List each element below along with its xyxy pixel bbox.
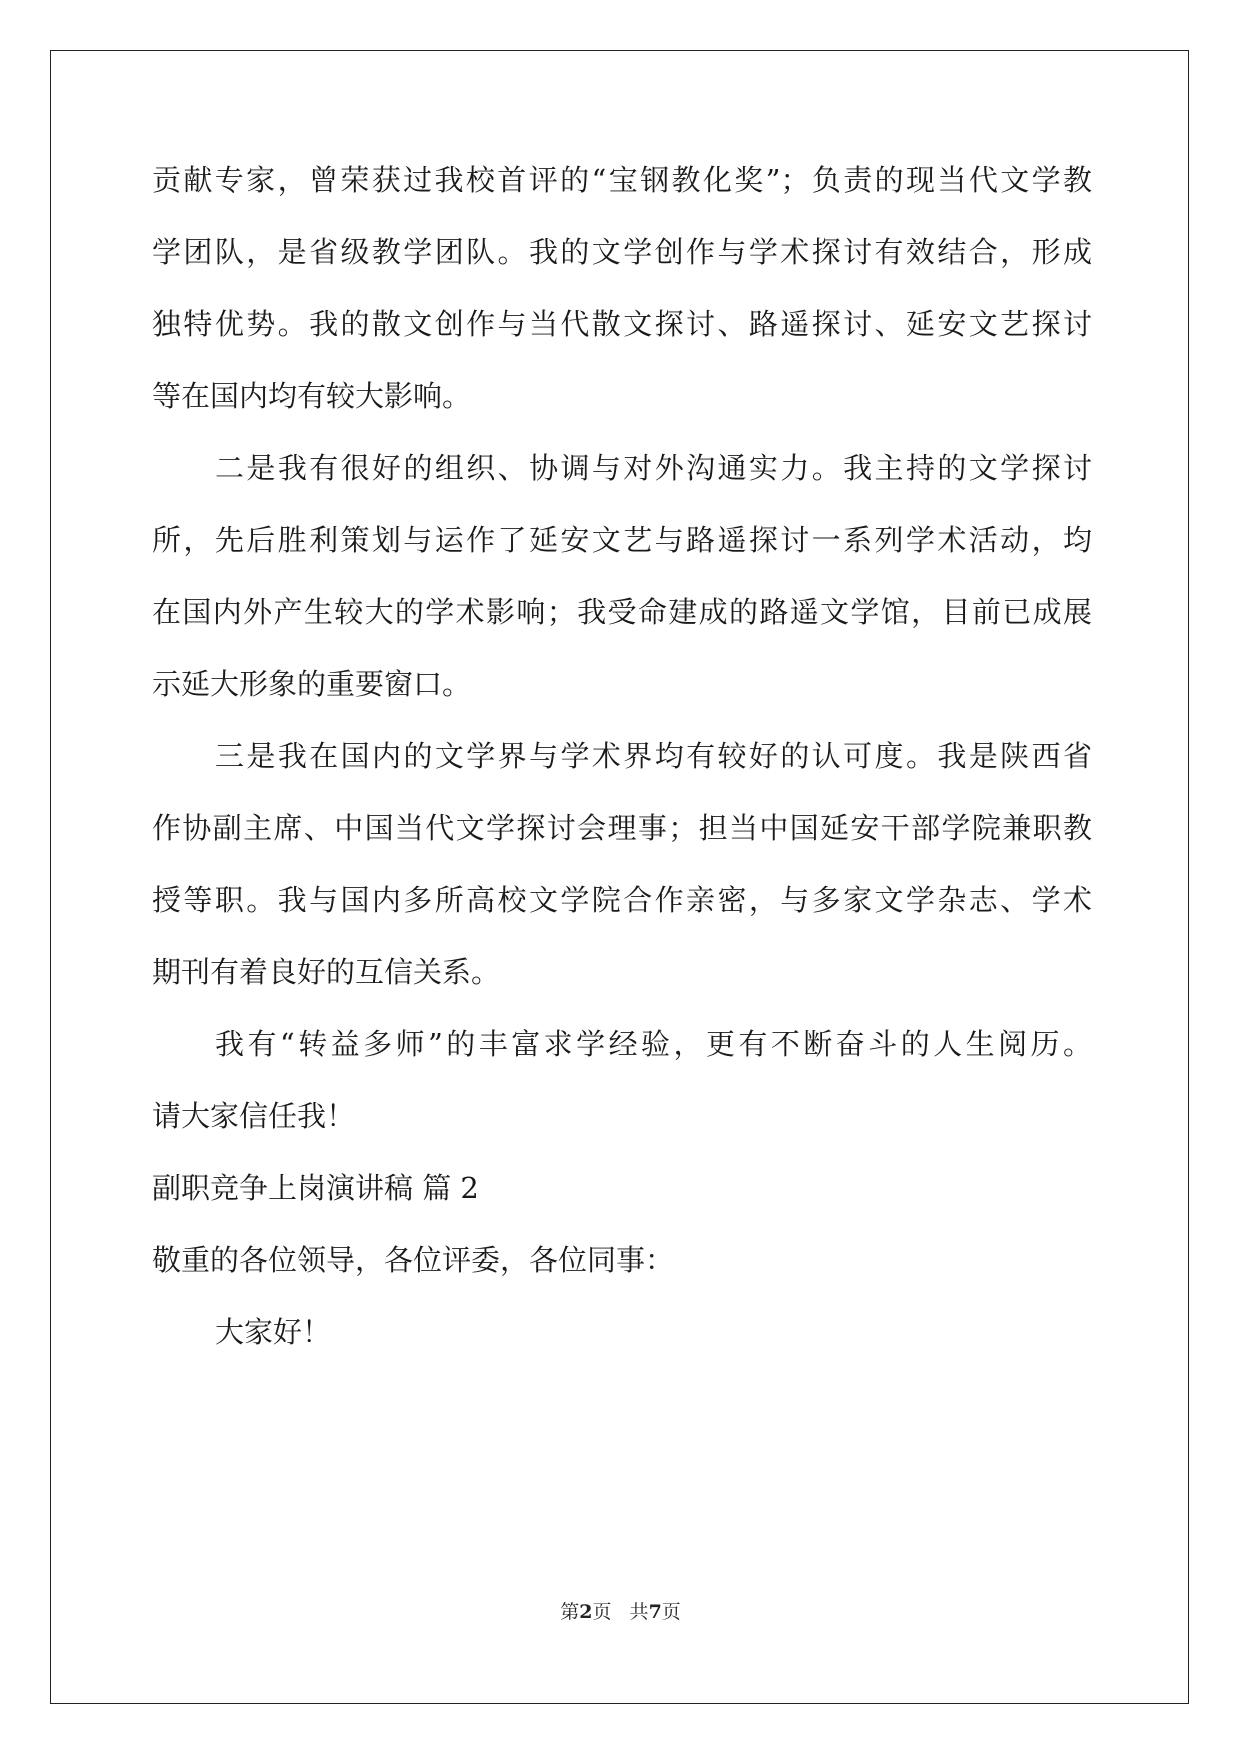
- salutation: 敬重的各位领导，各位评委，各位同事：: [152, 1243, 675, 1277]
- body-line: 贡献专家，曾荣获过我校首评的“宝钢教化奖”；负责的现当代文学教: [152, 163, 1092, 197]
- page-number-footer: [0, 1600, 1241, 1624]
- current-page-number: 2: [579, 1601, 593, 1623]
- paragraph-first-line: 三是我在国内的文学界与学术界均有较好的认可度。我是陕西省: [215, 739, 1092, 773]
- body-line: 等在国内均有较大影响。: [152, 379, 472, 413]
- body-line: 示延大形象的重要窗口。: [152, 667, 472, 701]
- footer-prefix: 第: [560, 1601, 580, 1623]
- page-border: [50, 50, 1189, 1704]
- body-line: 授等职。我与国内多所高校文学院合作亲密，与多家文学杂志、学术: [152, 883, 1092, 917]
- body-line: 所，先后胜利策划与运作了延安文艺与路遥探讨一系列学术活动，均: [152, 523, 1092, 557]
- body-line: 独特优势。我的散文创作与当代散文探讨、路遥探讨、延安文艺探讨: [152, 307, 1092, 341]
- body-line: 作协副主席、中国当代文学探讨会理事；担当中国延安干部学院兼职教: [152, 811, 1092, 845]
- footer-middle: 页 共: [592, 1601, 649, 1623]
- section-heading: 副职竞争上岗演讲稿 篇 2: [152, 1171, 479, 1205]
- total-page-number: 7: [648, 1601, 662, 1623]
- body-line: 期刊有着良好的互信关系。: [152, 955, 501, 989]
- body-line: 请大家信任我！: [152, 1099, 356, 1133]
- greeting: 大家好！: [215, 1315, 332, 1349]
- paragraph-first-line: 二是我有很好的组织、协调与对外沟通实力。我主持的文学探讨: [215, 451, 1092, 485]
- body-line: 学团队，是省级教学团队。我的文学创作与学术探讨有效结合，形成: [152, 235, 1092, 269]
- paragraph-first-line: 我有“转益多师”的丰富求学经验，更有不断奋斗的人生阅历。: [215, 1027, 1092, 1061]
- body-line: 在国内外产生较大的学术影响；我受命建成的路遥文学馆，目前已成展: [152, 595, 1092, 629]
- footer-suffix: 页: [661, 1601, 681, 1623]
